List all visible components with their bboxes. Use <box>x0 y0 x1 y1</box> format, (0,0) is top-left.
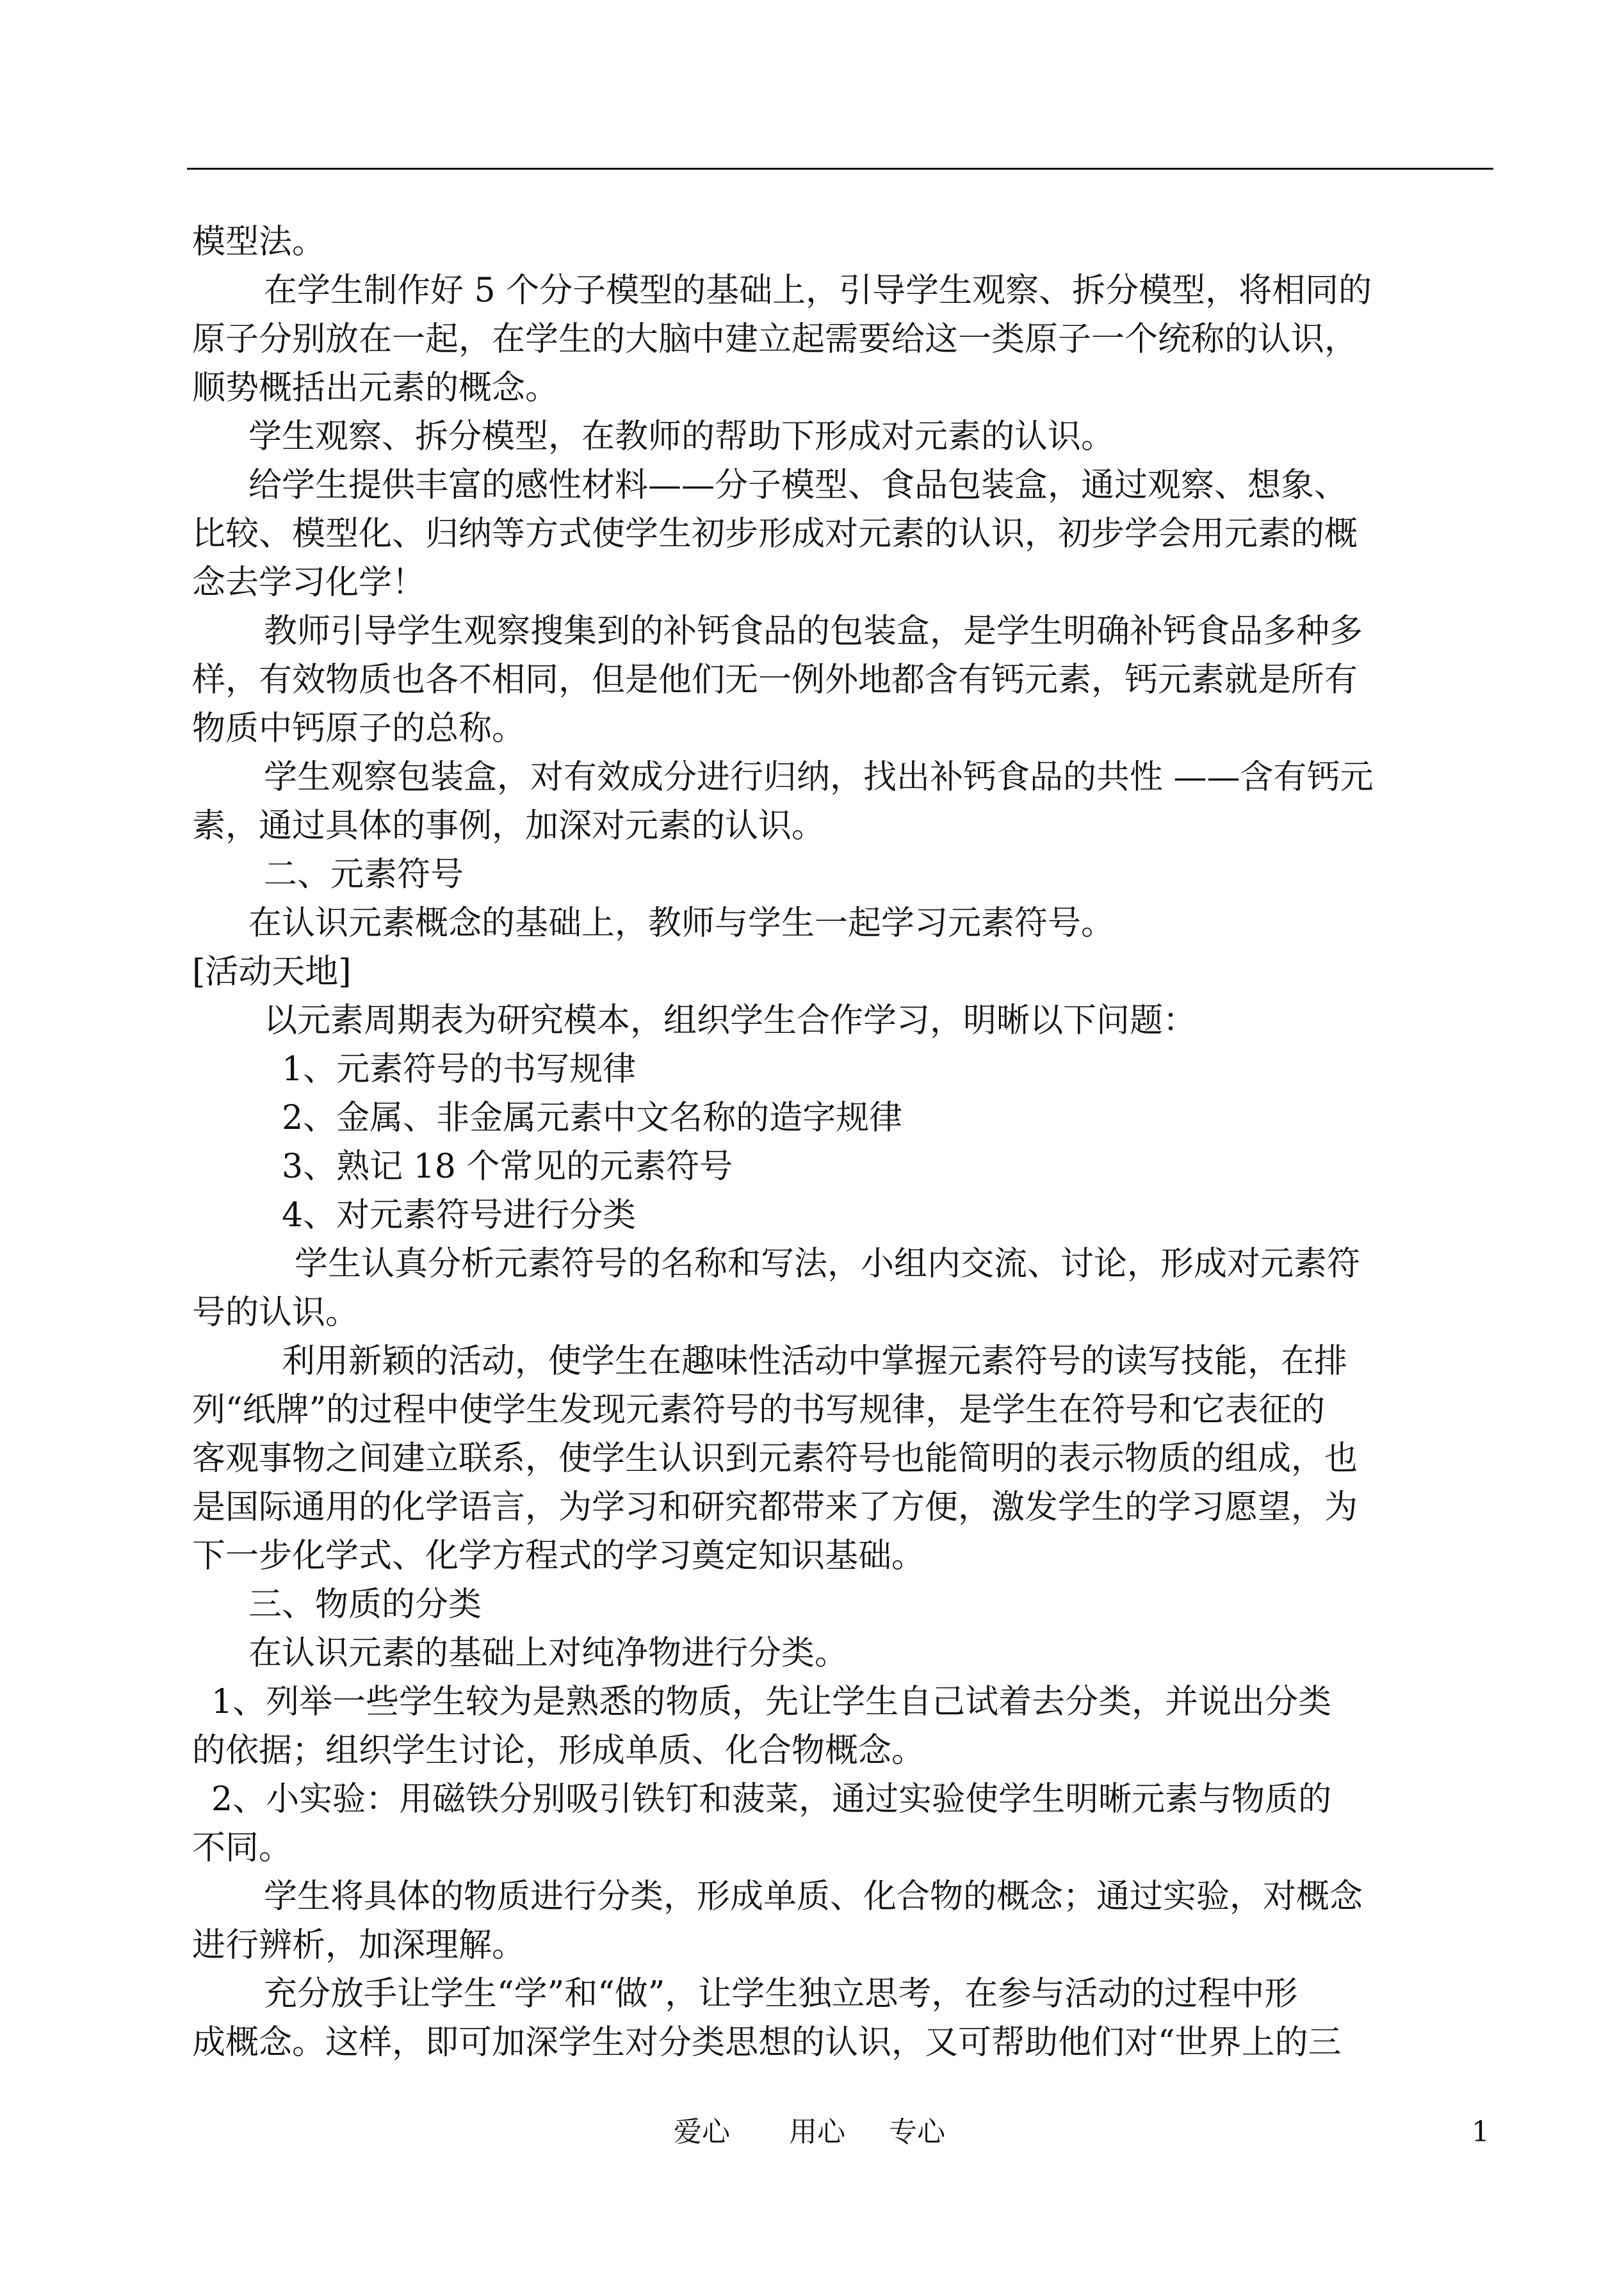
text-line: 给学生提供丰富的感性材料——分子模型、食品包装盒，通过观察、想象、 <box>248 466 1348 505</box>
text-line: 在认识元素概念的基础上，教师与学生一起学习元素符号。 <box>248 904 1115 943</box>
text-line: 不同。 <box>192 1829 293 1867</box>
text-line: 比较、模型化、归纳等方式使学生初步形成对元素的认识，初步学会用元素的概 <box>192 515 1358 553</box>
text-line: 样，有效物质也各不相同，但是他们无一例外地都含有钙元素，钙元素就是所有 <box>192 661 1358 699</box>
text-line: 学生将具体的物质进行分类，形成单质、化合物的概念；通过实验，对概念 <box>264 1877 1363 1916</box>
text-line: 号的认识。 <box>192 1293 359 1332</box>
text-line: 原子分别放在一起，在学生的大脑中建立起需要给这一类原子一个统称的认识， <box>192 320 1358 359</box>
text-line: 2、小实验：用磁铁分别吸引铁钉和菠菜，通过实验使学生明晰元素与物质的 <box>211 1780 1332 1819</box>
list-item: 4、对元素符号进行分类 <box>282 1196 637 1235</box>
text-line: 在认识元素的基础上对纯净物进行分类。 <box>248 1634 849 1673</box>
text-line: 1、列举一些学生较为是熟悉的物质，先让学生自己试着去分类，并说出分类 <box>211 1683 1332 1721</box>
footer-motto-1: 爱心 <box>674 2116 730 2148</box>
header-rule <box>187 168 1493 170</box>
text-line: 物质中钙原子的总称。 <box>192 710 526 748</box>
list-item: 2、金属、非金属元素中文名称的造字规律 <box>282 1099 903 1137</box>
activity-label: [活动天地] <box>192 953 352 991</box>
list-item: 3、熟记 18 个常见的元素符号 <box>282 1148 733 1186</box>
text-line: 顺势概括出元素的概念。 <box>192 369 559 407</box>
text-line: 念去学习化学！ <box>192 564 426 602</box>
text-line: 进行辨析，加深理解。 <box>192 1926 526 1965</box>
list-item: 1、元素符号的书写规律 <box>282 1050 637 1089</box>
text-line: 素，通过具体的事例，加深对元素的认识。 <box>192 807 825 845</box>
text-line: 学生观察包装盒，对有效成分进行归纳，找出补钙食品的共性 ——含有钙元 <box>264 758 1374 797</box>
text-line: 模型法。 <box>192 223 326 261</box>
text-line: 的依据；组织学生讨论，形成单质、化合物概念。 <box>192 1731 925 1770</box>
text-line: 学生观察、拆分模型，在教师的帮助下形成对元素的认识。 <box>248 418 1115 456</box>
text-line: 学生认真分析元素符号的名称和写法，小组内交流、讨论，形成对元素符 <box>295 1245 1361 1283</box>
text-line: 是国际通用的化学语言，为学习和研究都带来了方便，激发学生的学习愿望，为 <box>192 1488 1358 1527</box>
section-heading: 三、物质的分类 <box>248 1585 482 1624</box>
text-line: 客观事物之间建立联系，使学生认识到元素符号也能简明的表示物质的组成，也 <box>192 1439 1358 1478</box>
page-number: 1 <box>1472 2116 1490 2148</box>
text-line: 在学生制作好 5 个分子模型的基础上，引导学生观察、拆分模型，将相同的 <box>264 272 1372 310</box>
text-line: 以元素周期表为研究模本，组织学生合作学习，明晰以下问题： <box>264 1002 1197 1040</box>
footer-motto-3: 专心 <box>889 2116 945 2148</box>
text-line: 成概念。这样，即可加深学生对分类思想的认识，又可帮助他们对“世界上的三 <box>192 2023 1342 2062</box>
text-line: 充分放手让学生“学”和“做”，让学生独立思考，在参与活动的过程中形 <box>264 1975 1298 2013</box>
text-line: 下一步化学式、化学方程式的学习奠定知识基础。 <box>192 1537 925 1575</box>
footer-motto-2: 用心 <box>789 2116 845 2148</box>
section-heading: 二、元素符号 <box>264 856 464 894</box>
text-line: 利用新颖的活动，使学生在趣味性活动中掌握元素符号的读写技能，在排 <box>282 1342 1348 1381</box>
text-line: 列“纸牌”的过程中使学生发现元素符号的书写规律，是学生在符号和它表征的 <box>192 1391 1326 1429</box>
text-line: 教师引导学生观察搜集到的补钙食品的包装盒，是学生明确补钙食品多种多 <box>264 612 1363 651</box>
